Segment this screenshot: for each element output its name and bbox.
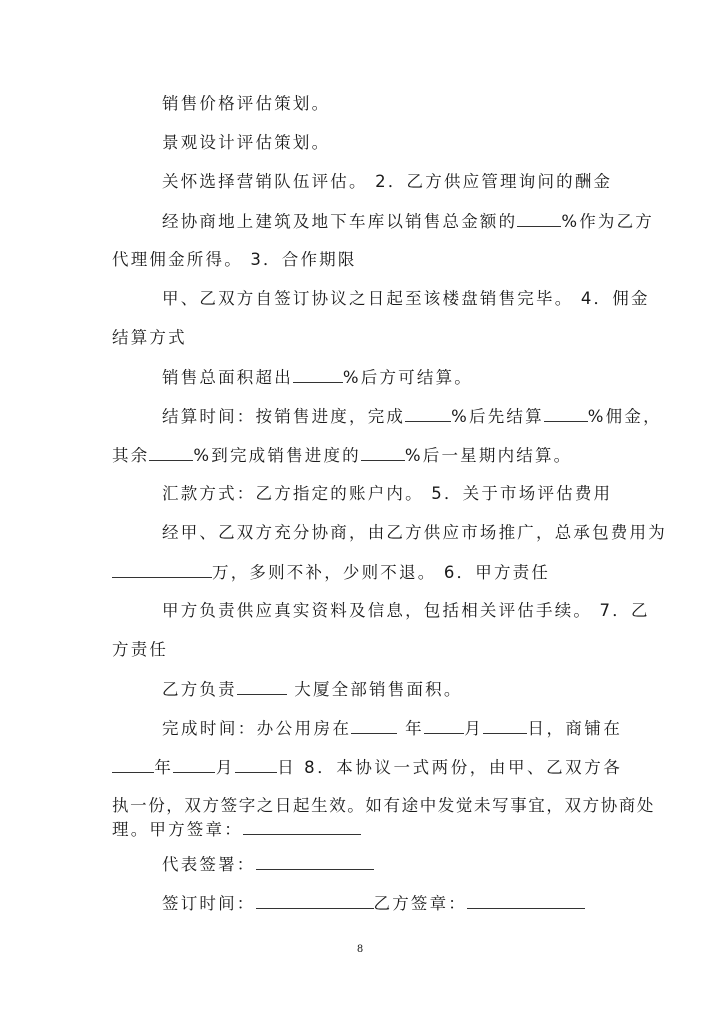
blank-field <box>235 755 277 773</box>
blank-field <box>173 755 215 773</box>
paragraph-line: 年 月 日 8．本协议一式两份，由甲、乙双方各 <box>112 755 622 779</box>
paragraph-line: 汇款方式：乙方指定的账户内。 5．关于市场评估费用 <box>162 484 613 503</box>
paragraph-line: 代理佣金所得。 3．合作期限 <box>112 250 357 269</box>
signature-line-party-a: 理。甲方签章： <box>112 817 622 841</box>
blank-field <box>112 560 212 578</box>
paragraph-line: 执一份，双方签字之日起生效。如有途中发觉未写事宜，双方协商处 <box>112 796 655 815</box>
blank-field <box>517 209 561 227</box>
paragraph-line: 销售总面积超出 %后方可结算。 <box>162 365 622 389</box>
blank-field <box>149 443 193 461</box>
paragraph-line: 乙方负责 大厦全部销售面积。 <box>162 677 622 701</box>
paragraph-line: 万，多则不补，少则不退。 6．甲方责任 <box>112 560 622 584</box>
blank-field <box>293 365 343 383</box>
signature-line-representative: 代表签署： <box>162 852 622 876</box>
blank-field <box>467 891 585 909</box>
paragraph-line: 方责任 <box>112 640 169 659</box>
paragraph-line: 关怀选择营销队伍评估。 2．乙方供应管理询问的酬金 <box>162 172 613 191</box>
blank-field <box>483 716 527 734</box>
blank-field <box>361 443 405 461</box>
blank-field <box>256 852 374 870</box>
paragraph-line: 甲方负责供应真实资料及信息，包括相关评估手续。 7．乙 <box>162 601 650 620</box>
paragraph-line: 其余 %到完成销售进度的 %后一星期内结算。 <box>112 443 622 467</box>
signature-line-date: 签订时间： 乙方签章： <box>162 891 622 915</box>
paragraph-line: 结算方式 <box>112 328 187 347</box>
paragraph-line: 销售价格评估策划。 <box>162 94 331 113</box>
paragraph-line: 甲、乙双方自签订协议之日起至该楼盘销售完毕。 4．佣金 <box>162 289 650 308</box>
blank-field <box>243 817 361 835</box>
blank-field <box>405 404 451 422</box>
paragraph-line: 经甲、乙双方充分协商，由乙方供应市场推广，总承包费用为 <box>162 523 667 542</box>
paragraph-line: 结算时间：按销售进度，完成 %后先结算 %佣金， <box>162 404 622 428</box>
paragraph-line: 景观设计评估策划。 <box>162 133 331 152</box>
blank-field <box>544 404 588 422</box>
blank-field <box>112 755 154 773</box>
blank-field <box>256 891 374 909</box>
page-number: 8 <box>356 944 364 955</box>
blank-field <box>351 716 397 734</box>
paragraph-line: 经协商地上建筑及地下车库以销售总金额的 %作为乙方 <box>162 209 622 233</box>
blank-field <box>237 677 287 695</box>
blank-field <box>424 716 464 734</box>
paragraph-line: 完成时间：办公用房在 年 月 日，商铺在 <box>162 716 622 740</box>
